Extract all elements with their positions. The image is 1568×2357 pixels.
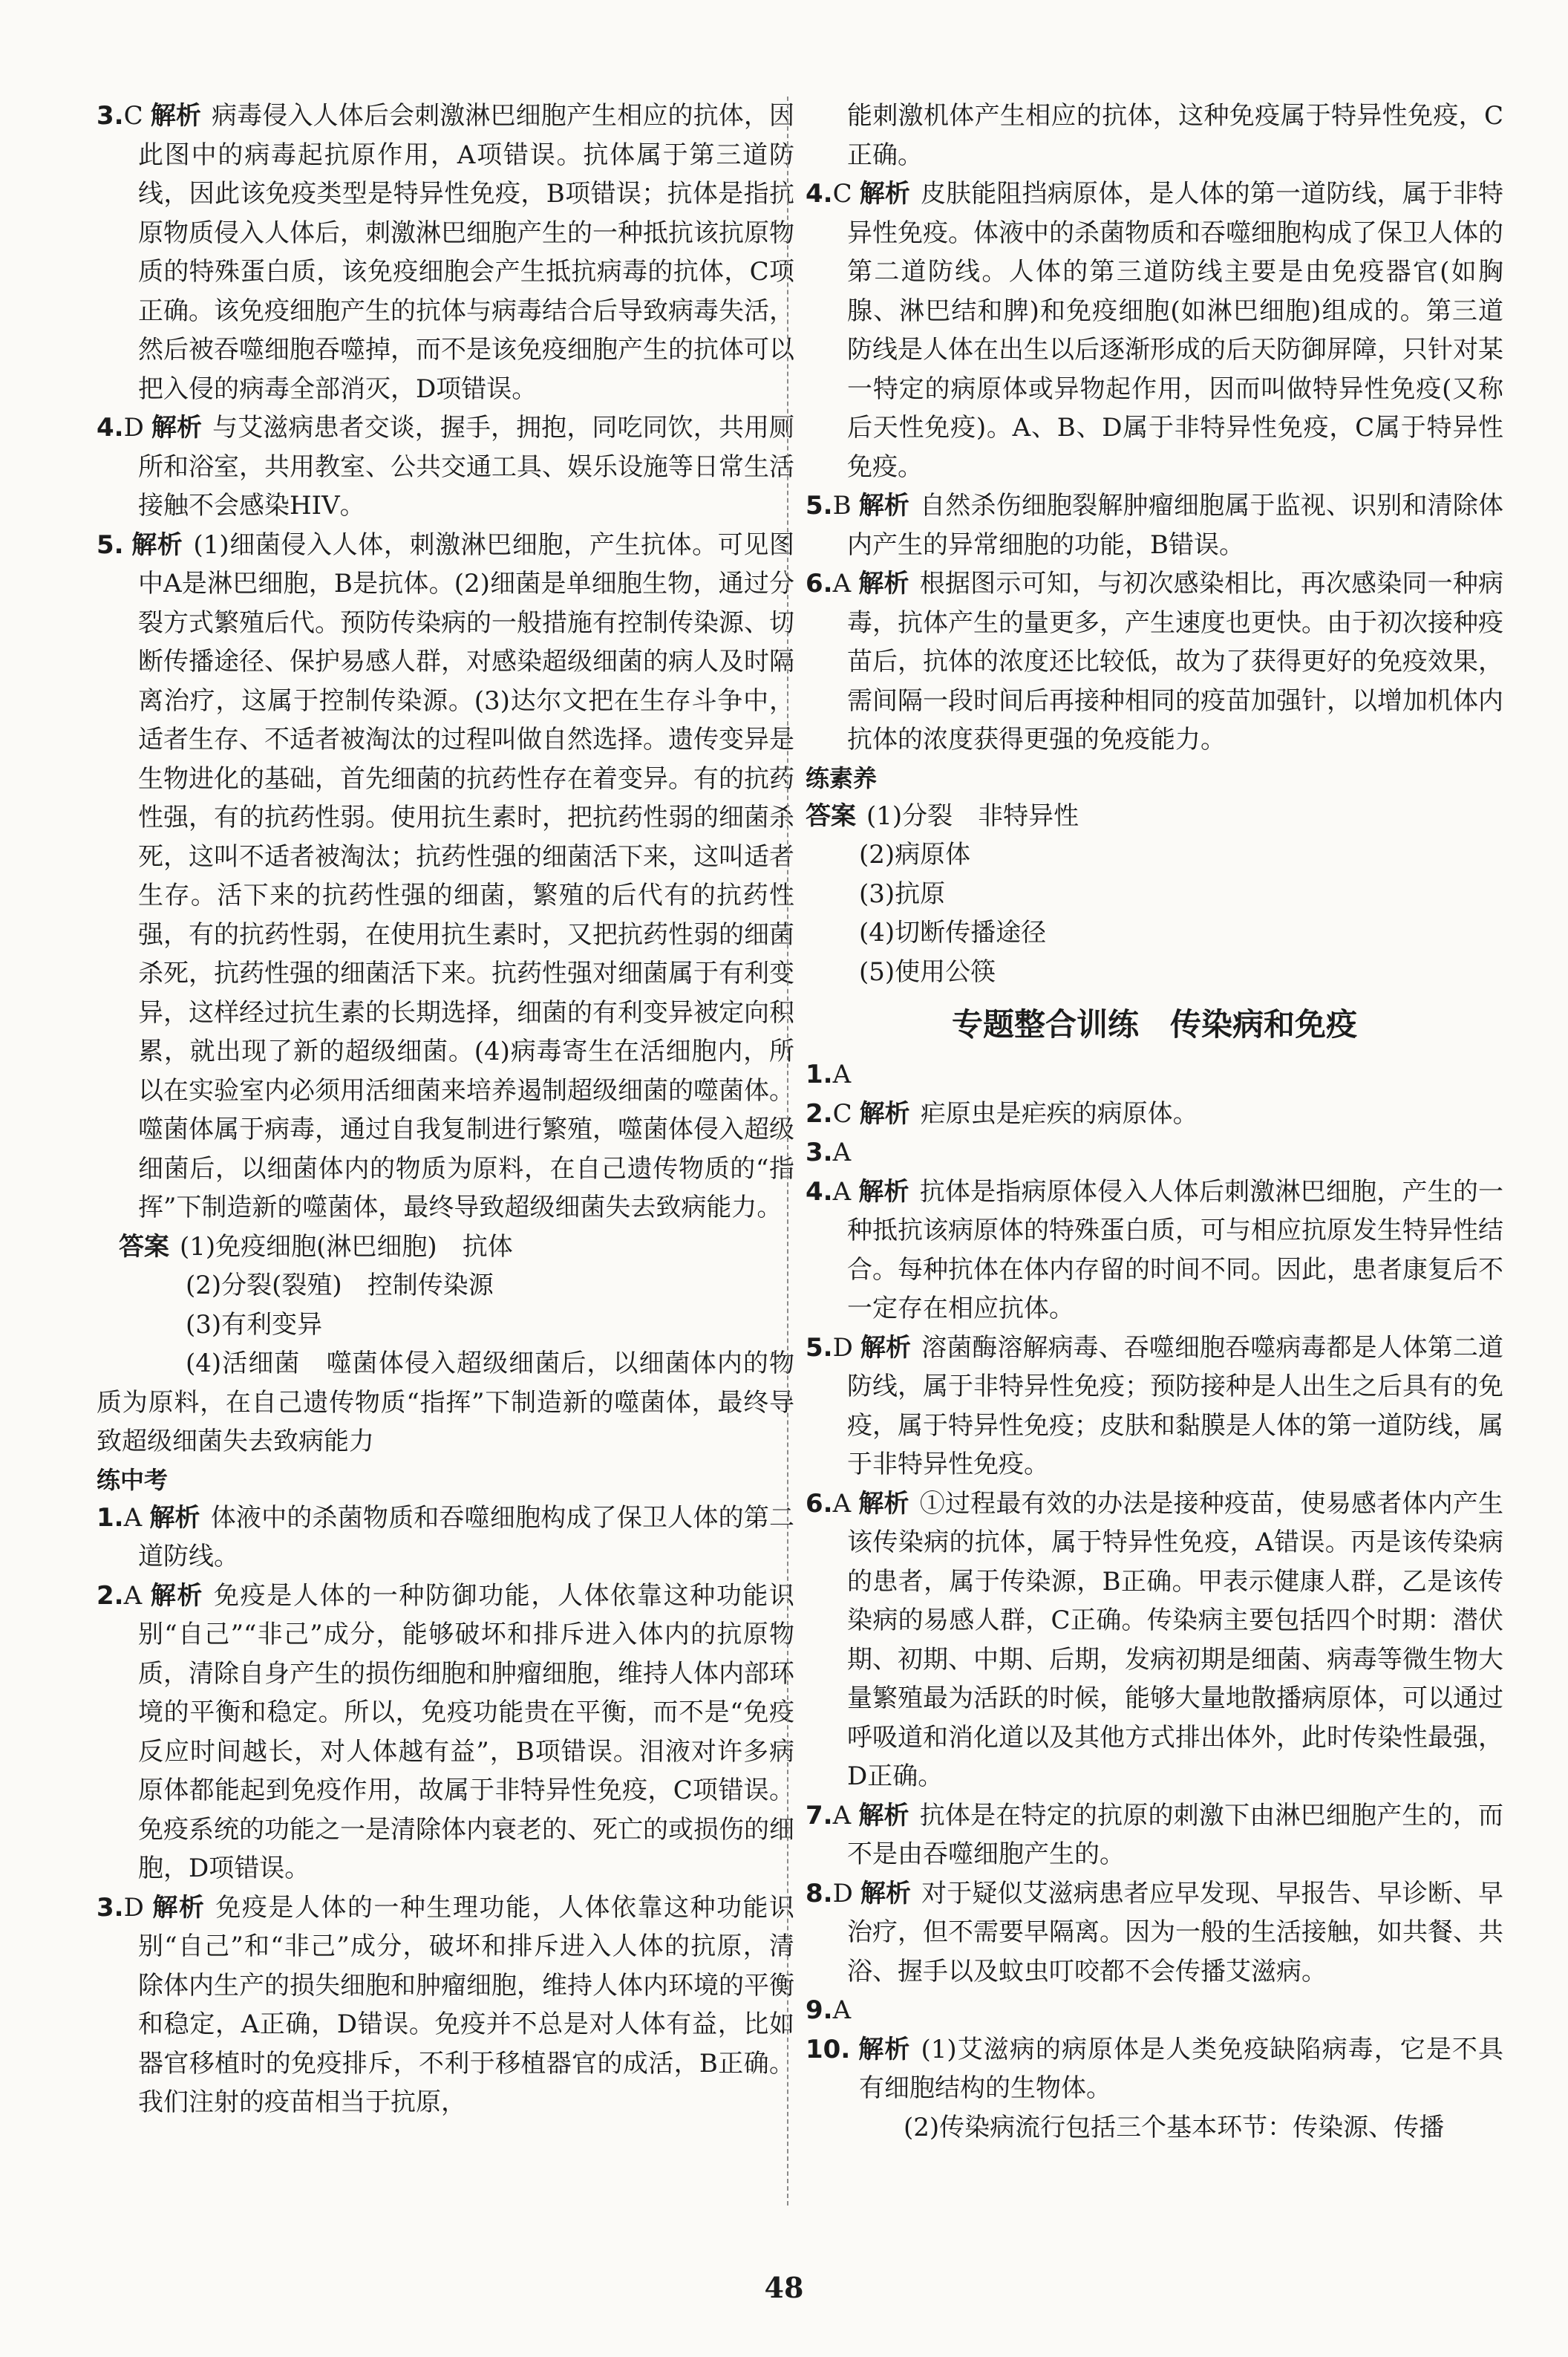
zhongkao-item-6: 6.A 解析 根据图示可知，与初次感染相比，再次感染同一种病毒，抗体产生的量更多，产生速度也更快。由于初次接种疫苗后，抗体的浓度还比较低，故为了获得更好的免疫效果，需间隔一段时间后再接种相同的疫苗加强针，以增加机体内抗体的浓度获得更强的免疫能力。 [806,569,1504,754]
training-item-5: 5.D 解析 溶菌酶溶解病毒、吞噬细胞吞噬病毒都是人体第二道防线，属于非特异性免疫；预防接种是人出生之后具有的免疫，属于特异性免疫；皮肤和黏膜是人体的第一道防线，属于非特异性免疫。 [806,1332,1504,1479]
training-item-8: 8.D 解析 对于疑似艾滋病患者应早发现、早报告、早诊断、早治疗，但不需要早隔离。因为一般的生活接触，如共餐、共浴、握手以及蚊虫叮咬都不会传播艾滋病。 [806,1878,1504,1986]
answer-key-5-2: (2)分裂(裂殖) 控制传染源 [186,1271,494,1300]
zhongkao-item-1: 1.A 解析 体液中的杀菌物质和吞噬细胞构成了保卫人体的第二道防线。 [97,1502,795,1571]
section-label-zhongkao: 练中考 [97,1465,169,1494]
answer-key-5-4: (4)活细菌 噬菌体侵入超级细菌后，以细菌体内的物质为原料，在自己遗传物质“指挥”下制造新的噬菌体，最终导致超级细菌失去致病能力 [97,1349,794,1456]
zhongkao-item-5: 5.B 解析 自然杀伤细胞裂解肿瘤细胞属于监视、识别和清除体内产生的异常细胞的功能，B错误。 [806,491,1503,560]
training-item-7: 7.A 解析 抗体是在特定的抗原的刺激下由淋巴细胞产生的，而不是由吞噬细胞产生的。 [806,1800,1504,1869]
suyang-answer-5: (5)使用公筷 [859,956,996,987]
training-item-1: 1.A [806,1060,852,1089]
training-item-6: 6.A 解析 ①过程最有效的办法是接种疫苗，使易感者体内产生该传染病的抗体，属于特异性免疫，A错误。丙是该传染病的患者，属于传染源，B正确。甲表示健康人群，乙是该传染病的易感人群，C正确。传染病主要包括四个时期：潜伏期、初期、中期、后期，发病初期是细菌、病毒等微生物大量繁殖最为活跃的时候，能够大量地散播病原体，可以通过呼吸道和消化道以及其他方式排出体外，此时传染性最强，D正确。 [806,1488,1504,1791]
suyang-answer-3: (3)抗原 [859,878,946,909]
column-divider [787,97,788,2206]
training-item-3: 3.A [806,1138,852,1167]
training-item-10-cont: (2)传染病流行包括三个基本环节：传染源、传播 [904,2112,1445,2142]
suyang-answer-1: 答案 (1)分裂 非特异性 [806,801,1079,831]
answer-key-5-3: (3)有利变异 [186,1309,323,1340]
continued-text: 能刺激机体产生相应的抗体，这种免疫属于特异性免疫，C正确。 [847,101,1503,170]
suyang-answer-2: (2)病原体 [859,840,971,870]
zhongkao-item-2: 2.A 解析 免疫是人体的一种防御功能，人体依靠这种功能识别“自己”“非己”成分，能够破坏和排斥进入体内的抗原物质，清除自身产生的损伤细胞和肿瘤细胞，维持人体内部环境的平衡和稳定。所以，免疫功能贵在平衡，而不是“免疫反应时间越长，对人体越有益”，B项错误。泪液对许多病原体都能起到免疫作用，故属于非特异性免疫，C项错误。免疫系统的功能之一是清除体内衰老的、死亡的或损伤的细胞，D项错误。 [97,1580,795,1883]
training-item-4: 4.A 解析 抗体是指病原体侵入人体后刺激淋巴细胞，产生的一种抵抗该病原体的特殊蛋白质，可与相应抗原发生特异性结合。每种抗体在体内存留的时间不同。因此，患者康复后不一定存在相应抗体。 [806,1176,1504,1323]
answer-item-4: 4.D 解析 与艾滋病患者交谈，握手，拥抱，同吃同饮，共用厕所和浴室，共用教室、公共交通工具、娱乐设施等日常生活接触不会感染HIV。 [97,413,795,521]
answer-item-3: 3.C 解析 病毒侵入人体后会刺激淋巴细胞产生相应的抗体，因此图中的病毒起抗原作用，A项错误。抗体属于第三道防线，因此该免疫类型是特异性免疫，B项错误；抗体是指抗原物质侵入人体后，刺激淋巴细胞产生的一种抵抗该抗原物质的特殊蛋白质，该免疫细胞会产生抵抗病毒的抗体，C项正确。该免疫细胞产生的抗体与病毒结合后导致病毒失活，然后被吞噬细胞吞噬掉，而不是该免疫细胞产生的抗体可以把入侵的病毒全部消灭，D项错误。 [97,101,795,404]
page-number: 48 [764,2271,804,2304]
section-label-suyang: 练素养 [806,763,878,792]
answer-key-5: 答案 (1)免疫细胞(淋巴细胞) 抗体 [119,1231,513,1262]
suyang-answer-4: (4)切断传播途径 [859,918,1047,948]
left-column [97,97,794,2122]
training-item-9: 9.A [806,1995,852,2025]
training-item-10: 10. 解析 (1)艾滋病的病原体是人类免疫缺陷病毒，它是不具有细胞结构的生物体。 [806,2034,1503,2103]
section-title: 专题整合训练 传染病和免疫 [951,1006,1357,1043]
training-item-2: 2.C 解析 疟原虫是疟疾的病原体。 [806,1098,1198,1129]
right-column [806,97,1503,2147]
zhongkao-item-4: 4.C 解析 皮肤能阻挡病原体，是人体的第一道防线，属于非特异性免疫。体液中的杀菌物质和吞噬细胞构成了保卫人体的第二道防线。人体的第三道防线主要是由免疫器官(如胸腺、淋巴结和脾)和免疫细胞(如淋巴细胞)组成的。第三道防线是人体在出生以后逐渐形成的后天防御屏障，只针对某一特定的病原体或异物起作用，因而叫做特异性免疫(又称后天性免疫)。A、B、D属于非特异性免疫，C属于特异性免疫。 [806,179,1504,482]
zhongkao-item-3: 3.D 解析 免疫是人体的一种生理功能，人体依靠这种功能识别“自己”和“非己”成分，破坏和排斥进入人体的抗原，清除体内生产的损失细胞和肿瘤细胞，维持人体内环境的平衡和稳定，A正确，D错误。免疫并不总是对人体有益，比如器官移植时的免疫排斥，不利于移植器官的成活，B正确。我们注射的疫苗相当于抗原， [97,1892,795,2117]
answer-item-5: 5. 解析 (1)细菌侵入人体，刺激淋巴细胞，产生抗体。可见图中A是淋巴细胞，B是抗体。(2)细菌是单细胞生物，通过分裂方式繁殖后代。预防传染病的一般措施有控制传染源、切断传播途径、保护易感人群，对感染超级细菌的病人及时隔离治疗，这属于控制传染源。(3)达尔文把在生存斗争中，适者生存、不适者被淘汰的过程叫做自然选择。遗传变异是生物进化的基础，首先细菌的抗药性存在着变异。有的抗药性强，有的抗药性弱。使用抗生素时，把抗药性弱的细菌杀死，这叫不适者被淘汰；抗药性强的细菌活下来，这叫适者生存。活下来的抗药性强的细菌，繁殖的后代有的抗药性强，有的抗药性弱，在使用抗生素时，又把抗药性弱的细菌杀死，抗药性强的细菌活下来。抗药性强对细菌属于有利变异，这样经过抗生素的长期选择，细菌的有利变异被定向积累，就出现了新的超级细菌。(4)病毒寄生在活细胞内，所以在实验室内必须用活细菌来培养遏制超级细菌的噬菌体。噬菌体属于病毒，通过自我复制进行繁殖，噬菌体侵入超级细菌后，以细菌体内的物质为原料，在自己遗传物质的“指挥”下制造新的噬菌体，最终导致超级细菌失去致病能力。 [97,529,795,1222]
